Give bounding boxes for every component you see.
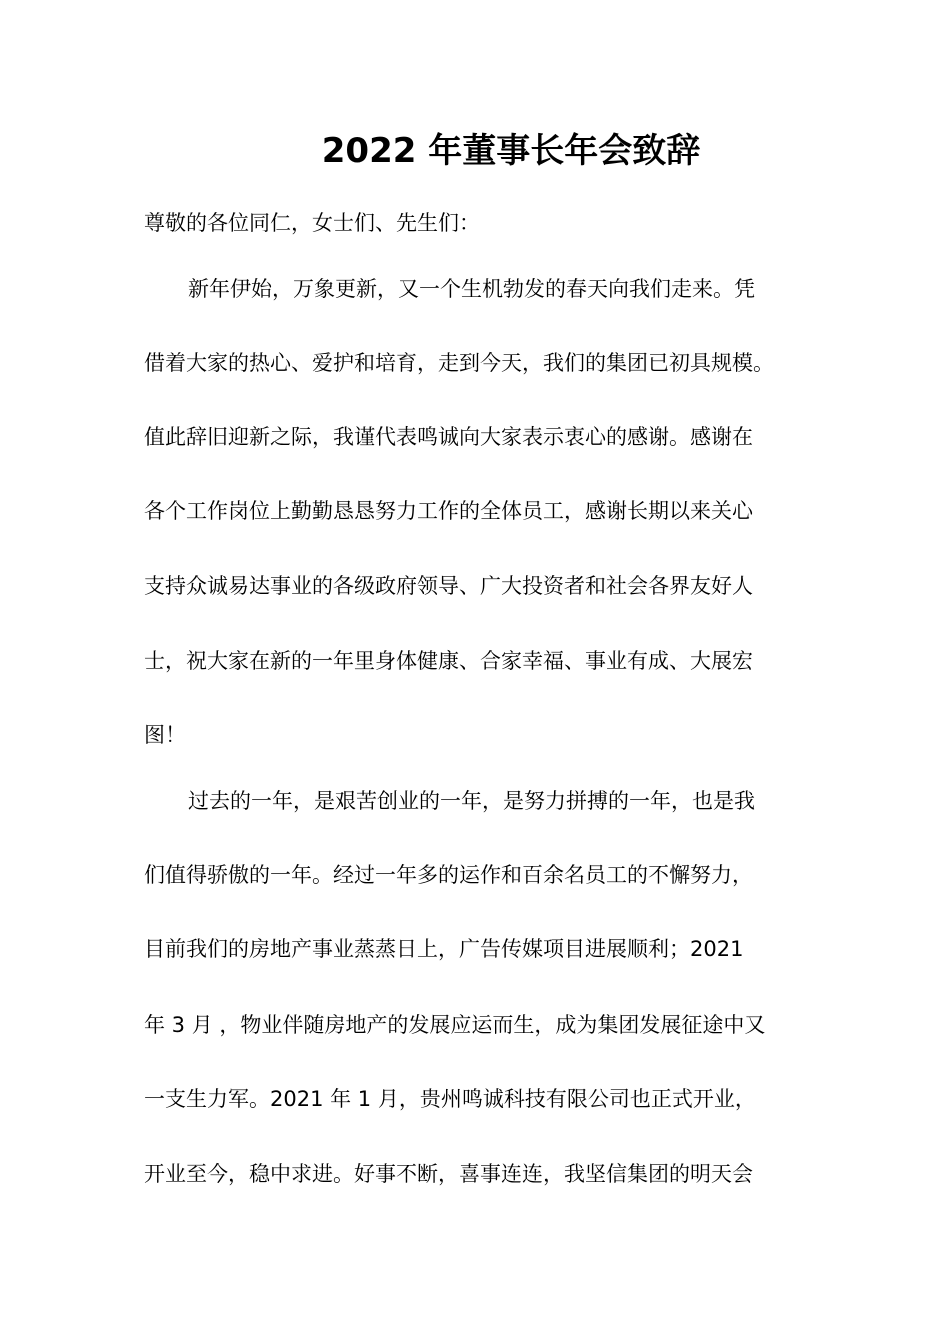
paragraph-1-line-5: 支持众诚易达事业的各级政府领导、广大投资者和社会各界友好人 [144, 574, 753, 598]
paragraph-1-line-3: 值此辞旧迎新之际，我谨代表鸣诚向大家表示衷心的感谢。感谢在 [144, 425, 753, 449]
paragraph-2-line-3: 目前我们的房地产事业蒸蒸日上，广告传媒项目进展顺利；2021 [144, 937, 744, 961]
paragraph-1-line-1: 新年伊始，万象更新，又一个生机勃发的春天向我们走来。凭 [188, 277, 755, 301]
paragraph-1-line-7: 图！ [144, 723, 186, 747]
paragraph-2-line-1: 过去的一年，是艰苦创业的一年，是努力拼搏的一年，也是我 [188, 789, 755, 813]
paragraph-2-line-2: 们值得骄傲的一年。经过一年多的运作和百余名员工的不懈努力， [144, 863, 753, 887]
paragraph-2-line-5: 一支生力军。2021 年 1 月，贵州鸣诚科技有限公司也正式开业， [144, 1087, 756, 1111]
paragraph-1-line-4: 各个工作岗位上勤勤恳恳努力工作的全体员工，感谢长期以来关心 [144, 499, 753, 523]
paragraph-2-line-6: 开业至今，稳中求进。好事不断，喜事连连，我坚信集团的明天会 [144, 1162, 753, 1186]
paragraph-1-line-6: 士，祝大家在新的一年里身体健康、合家幸福、事业有成、大展宏 [144, 649, 753, 673]
salutation: 尊敬的各位同仁，女士们、先生们： [144, 211, 480, 235]
paragraph-2-line-4: 年 3 月 ，物业伴随房地产的发展应运而生，成为集团发展征途中又 [144, 1013, 766, 1037]
paragraph-1-line-2: 借着大家的热心、爱护和培育，走到今天，我们的集团已初具规模。 [144, 351, 774, 375]
document-title: 2022 年董事长年会致辞 [321, 131, 701, 171]
